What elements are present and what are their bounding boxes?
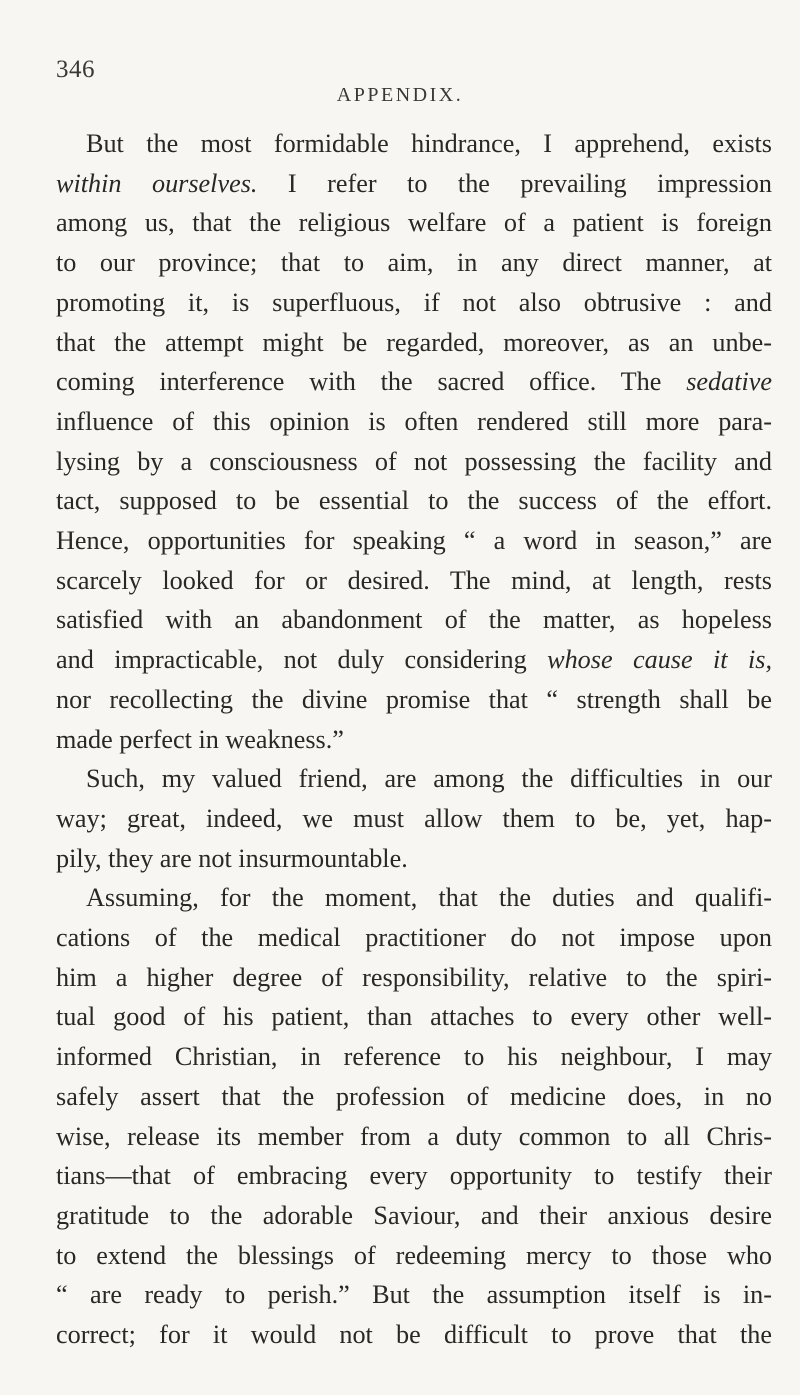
text-line bbox=[56, 323, 772, 363]
text-line bbox=[56, 720, 772, 760]
text-segment: among us, that the religious welfare of a patient is foreign bbox=[56, 208, 772, 238]
body-text bbox=[56, 124, 772, 1355]
text-line bbox=[56, 1117, 772, 1157]
text-segment: to our province; that to aim, in any direct manner, at bbox=[56, 248, 772, 278]
text-segment: pily, they are not insurmountable. bbox=[56, 843, 408, 873]
text-line bbox=[56, 402, 772, 442]
text-segment: him a higher degree of responsibility, relative to the spiri- bbox=[56, 962, 772, 992]
text-segment: I refer to the prevailing impression bbox=[257, 168, 772, 198]
text-segment: that the attempt might be regarded, moreover, as an unbe- bbox=[56, 327, 772, 357]
text-segment: correct; for it would not be difficult to prove that the bbox=[56, 1320, 772, 1350]
text-line bbox=[56, 561, 772, 601]
text-line bbox=[56, 878, 772, 918]
running-head: APPENDIX. bbox=[336, 84, 464, 106]
text-line bbox=[56, 1156, 772, 1196]
text-segment: Such, my valued friend, are among the difficulties in our bbox=[86, 764, 772, 794]
text-segment: way; great, indeed, we must allow them to be, yet, hap- bbox=[56, 803, 772, 833]
text-line bbox=[56, 839, 772, 879]
text-line bbox=[56, 640, 772, 680]
italic-text: whose cause it is, bbox=[547, 645, 772, 675]
text-segment: informed Christian, in reference to his neighbour, I may bbox=[56, 1042, 772, 1072]
text-line bbox=[56, 164, 772, 204]
text-segment: tact, supposed to be essential to the success of the effort. bbox=[56, 486, 772, 516]
text-segment: promoting it, is superfluous, if not also obtrusive : and bbox=[56, 287, 772, 317]
text-segment: tual good of his patient, than attaches to every other well- bbox=[56, 1002, 772, 1032]
text-line bbox=[56, 243, 772, 283]
text-segment: and impracticable, not duly considering bbox=[56, 645, 548, 675]
text-line bbox=[56, 759, 772, 799]
text-line bbox=[56, 1275, 772, 1315]
text-line bbox=[56, 124, 772, 164]
text-segment: “ are ready to perish.” But the assumption itself is in- bbox=[56, 1280, 772, 1310]
text-segment: nor recollecting the divine promise that “ strength shall be bbox=[56, 684, 772, 714]
text-segment: coming interference with the sacred office. The bbox=[56, 367, 687, 397]
text-line bbox=[56, 1196, 772, 1236]
text-segment: influence of this opinion is often rendered still more para- bbox=[56, 406, 772, 436]
text-segment: made perfect in weakness.” bbox=[56, 724, 344, 754]
text-line bbox=[56, 918, 772, 958]
text-line bbox=[56, 1037, 772, 1077]
page-number: 346 bbox=[56, 56, 95, 83]
text-line bbox=[56, 680, 772, 720]
text-line bbox=[56, 362, 772, 402]
text-segment: safely assert that the profession of medicine does, in no bbox=[56, 1081, 772, 1111]
text-segment: lysing by a consciousness of not possessing the facility and bbox=[56, 446, 772, 476]
text-segment: satisfied with an abandonment of the matter, as hopeless bbox=[56, 605, 772, 635]
italic-text: sedative bbox=[686, 367, 772, 397]
text-segment: to extend the blessings of redeeming mercy to those who bbox=[56, 1240, 772, 1270]
text-line bbox=[56, 997, 772, 1037]
text-segment: scarcely looked for or desired. The mind, at length, rests bbox=[56, 565, 772, 595]
text-segment: Hence, opportunities for speaking “ a word in season,” are bbox=[56, 526, 772, 556]
text-line bbox=[56, 600, 772, 640]
text-line bbox=[56, 1236, 772, 1276]
text-segment: wise, release its member from a duty common to all Chris- bbox=[56, 1121, 772, 1151]
italic-text: within ourselves. bbox=[56, 168, 258, 198]
text-line bbox=[56, 1315, 772, 1355]
text-line bbox=[56, 958, 772, 998]
text-line bbox=[56, 1077, 772, 1117]
text-line bbox=[56, 799, 772, 839]
text-segment: Assuming, for the moment, that the duties and qualifi- bbox=[86, 883, 772, 913]
text-segment: gratitude to the adorable Saviour, and their anxious desire bbox=[56, 1200, 772, 1230]
text-segment: tians—that of embracing every opportunity to testify their bbox=[56, 1161, 772, 1191]
text-line bbox=[56, 521, 772, 561]
text-line bbox=[56, 283, 772, 323]
text-line bbox=[56, 203, 772, 243]
text-segment: But the most formidable hindrance, I apprehend, exists bbox=[86, 129, 772, 158]
text-line bbox=[56, 481, 772, 521]
text-line bbox=[56, 442, 772, 482]
text-segment: cations of the medical practitioner do not impose upon bbox=[56, 923, 772, 953]
